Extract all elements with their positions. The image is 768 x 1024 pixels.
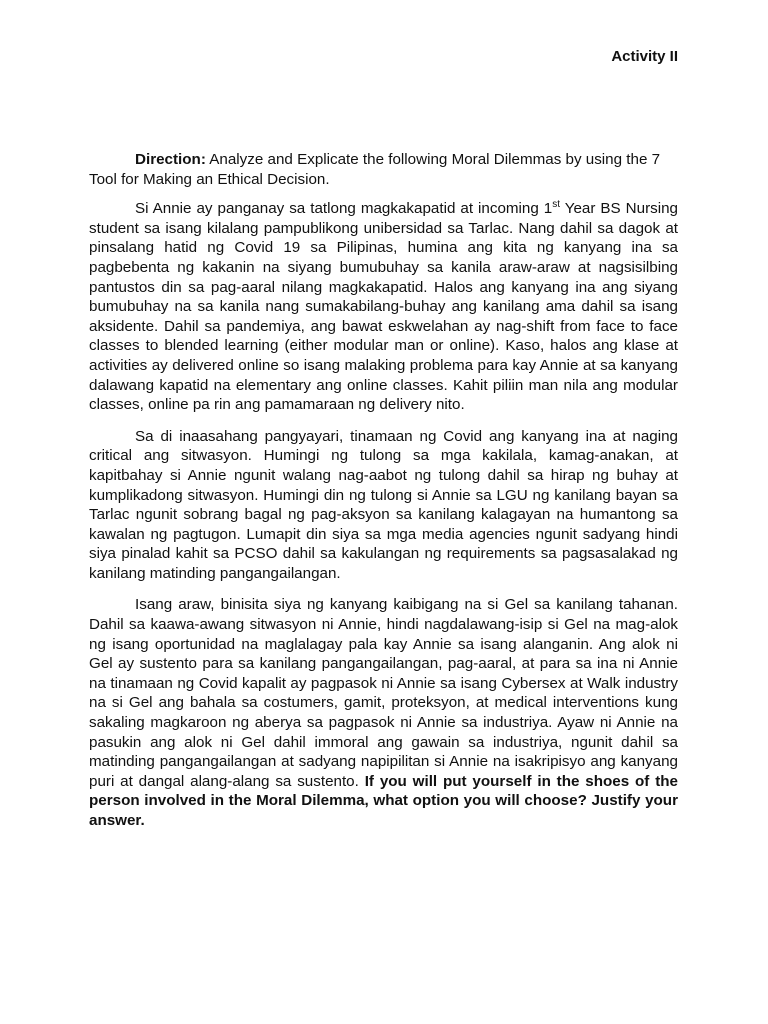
paragraph-3-text: Isang araw, binisita siya ng kanyang kaibigang na si Gel sa kanilang tahanan. Dahil sa kaawa-awang sitwasyon ni Annie, hindi nagdalawang-isip si Gel na mag-alok ng isang oportunidad na maglalagay pala kay Annie sa isang alanganin. Ang alok ni Gel ay sustento para sa kanilang pangangailangan, pag-aaral, at para sa ina ni Annie na tinamaan ng Covid kapalit ay pagpasok ni Annie sa isang Cybersex at Walk industry na si Gel ang bahala sa costumers, gamit, proteksyon, at medical interventions kung sakaling magkaroon ng aberya sa pagpasok ni Annie sa industriya. Ayaw ni Annie na pasukin ang alok ni Gel dahil immoral ang gawain sa industriya, ngunit dahil sa matinding pangangailangan at sadyang napipilitan si Annie na isakripisyo ang kanyang puri at dangal alang-alang sa sustento. bbox=[89, 596, 678, 790]
superscript-st: st bbox=[552, 199, 561, 211]
paragraph-1 bbox=[89, 199, 678, 415]
paragraph-1-text-a: Si Annie ay panganay sa tatlong magkakapatid at incoming 1 bbox=[135, 200, 553, 218]
paragraph-1-text-b: Year BS Nursing student sa isang kilalang pampublikong unibersidad sa Tarlac. Nang dahil sa dagok at pinsalang hatid ng Covid 19 sa Pilipinas, humina ang kita ng kanyang ina sa pagbebenta ng kakanin na siyang bumubuhay sa kanila araw-araw at nagsisilbing pantustos din sa pag-aaral nilang magkakapatid. Halos ang kanyang ina ang siyang bumubuhay na sa kanila nang sumakabilang-buhay ang kanilang ama dahil sa isang aksidente. Dahil sa pandemiya, ang bawat eskwelahan ay nag-shift from face to face classes to blended learning (either modular man or online). Kaso, halos ang klase at activities ay delivered online so isang malaking problema para kay Annie at sa kanyang dalawang kapatid na elementary ang online classes. Kahit piliin man nila ang modular classes, online pa rin ang pamamaraan ng delivery nito. bbox=[89, 200, 679, 414]
direction-text: Analyze and Explicate the following Moral Dilemmas by using the 7 Tool for Making an Ethical Decision. bbox=[89, 151, 661, 188]
document-body bbox=[89, 150, 678, 843]
activity-heading: Activity II bbox=[611, 48, 678, 65]
direction-label: Direction: bbox=[135, 151, 206, 168]
paragraph-2: Sa di inaasahang pangyayari, tinamaan ng Covid ang kanyang ina at naging critical ang sitwasyon. Humingi ng tulong sa mga kakilala, kamag-anakan, at kapitbahay si Annie ngunit walang nag-aabot ng tulong dahil sa hirap ng buhay at kumplikadong sitwasyon. Humingi din ng tulong si Annie sa LGU ng kanilang bayan sa Tarlac ngunit sobrang bagal ng pag-aksyon sa kanilang kalagayan na humantong sa kawalan ng pagtugon. Lumapit din siya sa mga media agencies ngunit sadyang hindi siya pinalad kahit sa PCSO dahil sa kakulangan ng requirements sa pagsasalakad ng kanilang matinding pangangailangan. bbox=[89, 427, 678, 582]
paragraph-3 bbox=[89, 595, 678, 830]
direction-paragraph bbox=[89, 150, 678, 189]
question-prompt: If you will put yourself in the shoes of the person involved in the Moral Dilemma, what option you will choose? Justify your answer. bbox=[89, 772, 678, 829]
